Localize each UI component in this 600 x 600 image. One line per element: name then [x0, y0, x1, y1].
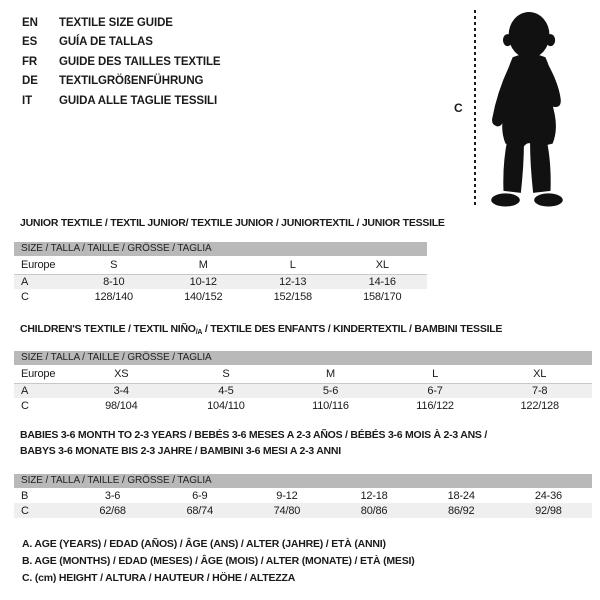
value-cell: XL [487, 365, 592, 383]
row-label-cell: Europe [14, 365, 69, 383]
table-row [14, 488, 592, 503]
legend-line-height: C. (cm) HEIGHT / ALTURA / HAUTEUR / HÖHE / ALTEZZA [22, 572, 296, 584]
value-cell: 86/92 [447, 504, 475, 517]
guide-title-text: TEXTILE SIZE GUIDE [59, 17, 173, 29]
children-size-table [14, 351, 592, 413]
value-cell: 8-10 [103, 275, 125, 288]
value-cell: 3-6 [104, 489, 121, 502]
children-table [14, 365, 592, 413]
language-code: IT [22, 94, 33, 107]
junior-table-title: JUNIOR TEXTILE / TEXTIL JUNIOR/ TEXTILE JUNIOR / JUNIORTEXTIL / JUNIOR TESSILE [20, 217, 445, 229]
toddler-silhouette-icon [482, 10, 572, 208]
value-cell: 5-6 [322, 384, 339, 397]
language-code: DE [22, 75, 38, 88]
value-cell: 158/170 [363, 290, 402, 303]
table-row [14, 503, 592, 518]
guide-title-text: GUÍA DE TALLAS [59, 36, 153, 49]
legend-line-age-years: A. AGE (YEARS) / EDAD (AÑOS) / ÂGE (ANS) / ALTER (JAHRE) / ETÀ (ANNI) [22, 538, 386, 550]
value-cell: 140/152 [184, 290, 223, 303]
size-bar-header: SIZE / TALLA / TAILLE / GRÖSSE / TAGLIA [14, 351, 592, 365]
table-row [14, 274, 427, 289]
size-bar-header: SIZE / TALLA / TAILLE / GRÖSSE / TAGLIA [14, 242, 427, 256]
table-row [14, 383, 592, 398]
language-title-list [22, 14, 221, 111]
value-cell: M [278, 365, 383, 383]
value-cell: XL [338, 256, 428, 274]
measurement-legend [22, 536, 415, 587]
language-code: ES [22, 36, 38, 49]
value-cell: 6-9 [192, 489, 208, 502]
value-cell: 7-8 [532, 384, 548, 397]
language-code: FR [22, 55, 38, 68]
value-cell: M [159, 256, 249, 274]
language-row [22, 33, 221, 52]
row-label-cell: A [21, 275, 29, 288]
height-measure-label: C [454, 101, 463, 115]
table-row [14, 365, 592, 383]
value-cell: 80/86 [360, 504, 388, 517]
children-title-subscript: /A [195, 329, 203, 336]
children-table-title [20, 323, 502, 339]
value-cell: 74/80 [273, 504, 301, 517]
junior-table [14, 256, 427, 304]
value-cell: 3-4 [113, 384, 129, 397]
value-cell: 6-7 [427, 384, 443, 397]
height-measure-line [474, 10, 476, 207]
guide-title-text: GUIDA ALLE TAGLIE TESSILI [59, 94, 218, 107]
value-cell: 104/110 [207, 399, 245, 412]
row-label-cell: B [21, 489, 29, 502]
babies-title-line1: BABIES 3-6 MONTH TO 2-3 YEARS / BEBÉS 3-6 MESES A 2-3 AÑOS / BÉBÉS 3-6 MOIS À 2-3 ANS / [20, 429, 488, 441]
value-cell: 62/68 [99, 504, 126, 517]
language-code: EN [22, 17, 38, 29]
value-cell: 98/104 [105, 399, 138, 412]
value-cell: 152/158 [273, 290, 312, 303]
table-row [14, 289, 427, 304]
guide-title-text: TEXTILGRÖßENFÜHRUNG [59, 75, 204, 88]
language-row [22, 14, 221, 33]
value-cell: S [174, 365, 279, 383]
value-cell: 10-12 [189, 275, 217, 288]
value-cell: 68/74 [186, 504, 213, 517]
value-cell: 9-12 [276, 489, 298, 502]
row-label-cell: C [21, 290, 29, 303]
value-cell: L [248, 256, 338, 274]
row-label-cell: Europe [14, 256, 69, 274]
babies-size-table [14, 474, 592, 518]
children-title-text: / TEXTILE DES ENFANTS / KINDERTEXTIL / BAMBINI TESSILE [202, 323, 503, 335]
language-row [22, 53, 221, 72]
babies-table-title [20, 428, 487, 459]
value-cell: 12-18 [360, 489, 388, 502]
junior-size-table [14, 242, 427, 304]
value-cell: 4-5 [218, 384, 234, 397]
legend-line-age-months: B. AGE (MONTHS) / EDAD (MESES) / ÂGE (MOIS) / ALTER (MONATE) / ETÀ (MESI) [22, 555, 415, 567]
row-label-cell: C [21, 504, 29, 517]
language-row [22, 92, 221, 111]
value-cell: L [383, 365, 488, 383]
size-bar-header: SIZE / TALLA / TAILLE / GRÖSSE / TAGLIA [14, 474, 592, 488]
value-cell: S [69, 256, 159, 274]
value-cell: 12-13 [279, 275, 307, 288]
value-cell: 122/128 [520, 399, 559, 412]
babies-title-line2: BABYS 3-6 MONATE BIS 2-3 JAHRE / BAMBINI 3-6 MESI A 2-3 ANNI [20, 444, 341, 457]
guide-title-text: GUIDE DES TAILLES TEXTILE [59, 55, 221, 68]
row-label-cell: A [21, 384, 29, 397]
value-cell: 14-16 [368, 275, 396, 288]
table-row [14, 256, 427, 274]
value-cell: 128/140 [94, 290, 133, 303]
children-title-text: CHILDREN'S TEXTILE / TEXTIL NIÑO [20, 323, 196, 335]
value-cell: 18-24 [447, 489, 475, 502]
value-cell: 110/116 [312, 399, 349, 412]
value-cell: 116/122 [416, 399, 454, 412]
babies-table [14, 488, 592, 518]
value-cell: 24-36 [534, 489, 562, 502]
language-row [22, 72, 221, 91]
value-cell: 92/98 [535, 504, 562, 517]
value-cell: XS [69, 365, 174, 383]
table-row [14, 398, 592, 413]
row-label-cell: C [21, 399, 29, 412]
